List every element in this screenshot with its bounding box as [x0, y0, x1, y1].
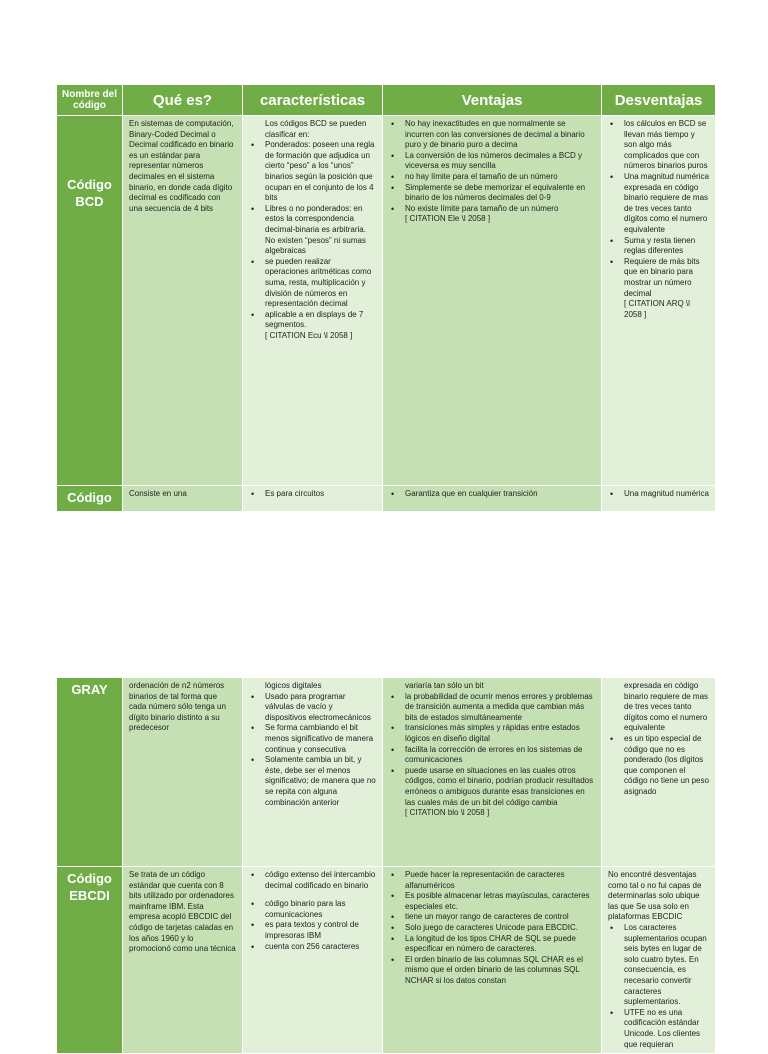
- gray-disadvantages-start: [602, 486, 716, 512]
- row-bcd: [57, 116, 716, 486]
- gray-what: ordenación de n2 números binarios de tal forma que cada número sólo tenga un dígito binario distinto a su predecesor: [123, 678, 243, 867]
- list-item: • se pueden realizar operaciones aritméticas como suma, resta, multiplicación y división de números en representación decimal: [265, 257, 376, 310]
- bcd-features-list: [249, 140, 376, 331]
- citation: [ CITATION Ele \l 2058 ]: [405, 214, 491, 224]
- list-item: • Libres o no ponderados: en estos la correspondencia decimal-binaria es arbitraria. No existen “pesos” ni sumas algebraicas: [265, 204, 376, 257]
- ebcdi-disadvantages: [602, 867, 716, 1054]
- gray-what-start: Consiste en una: [123, 486, 243, 512]
- list-item: • facilita la corrección de errores en los sistemas de comunicaciones: [405, 745, 595, 766]
- header-what: Qué es?: [123, 85, 243, 116]
- bcd-what: En sistemas de computación, Binary-Coded Decimal o Decimal codificado en binario es un estándar para representar números decimales en el sistema binario, en donde cada dígito decimal es codificado con una secuencia de 4 bits: [123, 116, 243, 486]
- row-name-gray-top: Código: [57, 486, 123, 512]
- bcd-disadvantages: [602, 116, 716, 486]
- list-item: • La conversión de los números decimales a BCD y viceversa es muy sencilla: [405, 151, 595, 172]
- codes-table-part1: [56, 84, 716, 512]
- bcd-advantages-list: [389, 119, 595, 214]
- list-item: • Una magnitud numérica expresada en código binario requiere de mas de tres veces tanto dígitos como el numero equivalente: [624, 172, 709, 236]
- list-item: • Suma y resta tienen reglas diferentes: [624, 236, 709, 257]
- ebcdi-features-list: [249, 870, 376, 952]
- list-item: • No hay inexactitudes en que normalmente se incurren con las conversiones de decimal a binario puro y de binario puro a decima: [405, 119, 595, 151]
- row-name-bcd: Código BCD: [57, 116, 123, 486]
- list-item: • la probabilidad de ocurrir menos errores y problemas de transición aumenta a medida que cambian más bits de estados simultáneamente: [405, 692, 595, 724]
- list-item: • es para textos y control de impresoras IBM: [265, 920, 376, 941]
- list-item: • los cálculos en BCD se llevan más tiempo y son algo más complicados que con números binarios puros: [624, 119, 709, 172]
- gray-features: [243, 678, 383, 867]
- gray-disadvantages-cont: expresada en código binario requiere de mas de tres veces tanto dígitos como el numero equivalente: [624, 681, 709, 733]
- list-item: • Requiere de más bits que en binario para mostrar un número decimal: [624, 257, 709, 299]
- header-advantages: Ventajas: [383, 85, 602, 116]
- row-gray-top: [57, 486, 716, 512]
- list-item: • no hay límite para el tamaño de un número: [405, 172, 595, 183]
- ebcdi-features: [243, 867, 383, 1054]
- gray-advantages-list: [389, 692, 595, 809]
- row-name-gray: GRAY: [57, 678, 123, 867]
- gray-features-start: [243, 486, 383, 512]
- ebcdi-advantages: [383, 867, 602, 1054]
- header-name: Nombre del código: [57, 85, 123, 116]
- list-item: • La longitud de los tipos CHAR de SQL se puede especificar en número de caracteres.: [405, 934, 595, 955]
- list-item: • Ponderados: poseen una regla de formación que adjudica un cierto “peso” a los “unos” binarios según la posición que ocupan en el conjunto de los 4 bits: [265, 140, 376, 204]
- list-item: • transiciones más simples y rápidas entre estados lógicos en diseño digital: [405, 723, 595, 744]
- gray-advantages-cont: variaría tan sólo un bit: [405, 681, 484, 690]
- row-name-ebcdi: Código EBCDI: [57, 867, 123, 1054]
- bcd-disadvantages-list: [608, 119, 709, 299]
- ebcdi-disadvantages-list: [608, 923, 709, 1050]
- ebcdi-disadvantages-intro: No encontré desventajas como tal o no fui capas de determinarlas solo ubique las que Se usa solo en plataformas EBCDIC: [608, 870, 702, 922]
- list-item: • UTFE no es una codificación estándar Unicode. Los clientes que requieran: [624, 1008, 709, 1050]
- list-item: • Una magnitud numérica: [624, 489, 709, 500]
- list-item: • Usado para programar válvulas de vacío y dispositivos electromecánicos: [265, 692, 376, 724]
- list-item: • No existe límite para tamaño de un número: [405, 204, 595, 215]
- header-disadvantages: Desventajas: [602, 85, 716, 116]
- list-item: • Los caracteres suplementarios ocupan seis bytes en lugar de solo cuatro bytes. En consecuencia, es necesario convertir caracteres suplementarios.: [624, 923, 709, 1008]
- list-item: • Simplemente se debe memorizar el equivalente en binario de los números decimales del 0-9: [405, 183, 595, 204]
- header-row: [57, 85, 716, 116]
- list-item: • cuenta con 256 caracteres: [265, 942, 376, 953]
- list-item: • Es posible almacenar letras mayúsculas, caracteres especiales etc.: [405, 891, 595, 912]
- gray-advantages: [383, 678, 602, 867]
- bcd-features-intro: Los códigos BCD se pueden clasificar en:: [265, 119, 367, 139]
- row-gray: [57, 678, 716, 867]
- ebcdi-what: Se trata de un código estándar que cuenta con 8 bits utilizado por ordenadores mainframe IBM. Esta empresa acopló EBCDIC del código de tarjetas caladas en los años 1960 y lo promocionó como una técnica: [123, 867, 243, 1054]
- gray-features-cont: lógicos digitales: [265, 681, 322, 690]
- citation: [ CITATION ARQ \l 2058 ]: [624, 299, 690, 319]
- list-item: • puede usarse en situaciones en las cuales otros códigos, como el binario, podrían producir resultados erróneos o ambiguos durante esas transiciones en las cuales más de un bit del código cambia: [405, 766, 595, 808]
- list-item: • código binario para las comunicaciones: [265, 899, 376, 920]
- list-item: • es un tipo especial de código que no es ponderado (los dígitos que componen el código no tiene un peso asignado: [624, 734, 709, 798]
- citation: [ CITATION Ecu \l 2058 ]: [265, 330, 353, 340]
- bcd-advantages: [383, 116, 602, 486]
- gray-disadvantages: [602, 678, 716, 867]
- codes-table-part2: [56, 677, 716, 1054]
- list-item: • Solo juego de caracteres Unicode para EBCDIC.: [405, 923, 595, 934]
- gray-advantages-start: [383, 486, 602, 512]
- list-item: • Es para circuitos: [265, 489, 376, 500]
- list-item: • Garantiza que en cualquier transición: [405, 489, 595, 500]
- gray-features-list: [249, 692, 376, 809]
- list-item: • Puede hacer la representación de caracteres alfanuméricos: [405, 870, 595, 891]
- citation: [ CITATION blo \l 2058 ]: [405, 808, 490, 818]
- bcd-features: [243, 116, 383, 486]
- list-item: • tiene un mayor rango de caracteres de control: [405, 912, 595, 923]
- ebcdi-advantages-list: [389, 870, 595, 987]
- list-item: • Solamente cambia un bit, y éste, debe ser el menos significativo; de manera que no se repita con alguna combinación anterior: [265, 755, 376, 808]
- header-features: características: [243, 85, 383, 116]
- list-item: • Se forma cambiando el bit menos significativo de manera continua y consecutiva: [265, 723, 376, 755]
- list-item: • código extenso del intercambio decimal codificado en binario: [265, 870, 376, 891]
- list-item: • El orden binario de las columnas SQL CHAR es el mismo que el orden binario de las columnas SQL NCHAR si los datos constan: [405, 955, 595, 987]
- gray-disadvantages-list: [608, 734, 709, 798]
- list-item: • aplicable a en displays de 7 segmentos.: [265, 310, 376, 331]
- row-ebcdi: [57, 867, 716, 1054]
